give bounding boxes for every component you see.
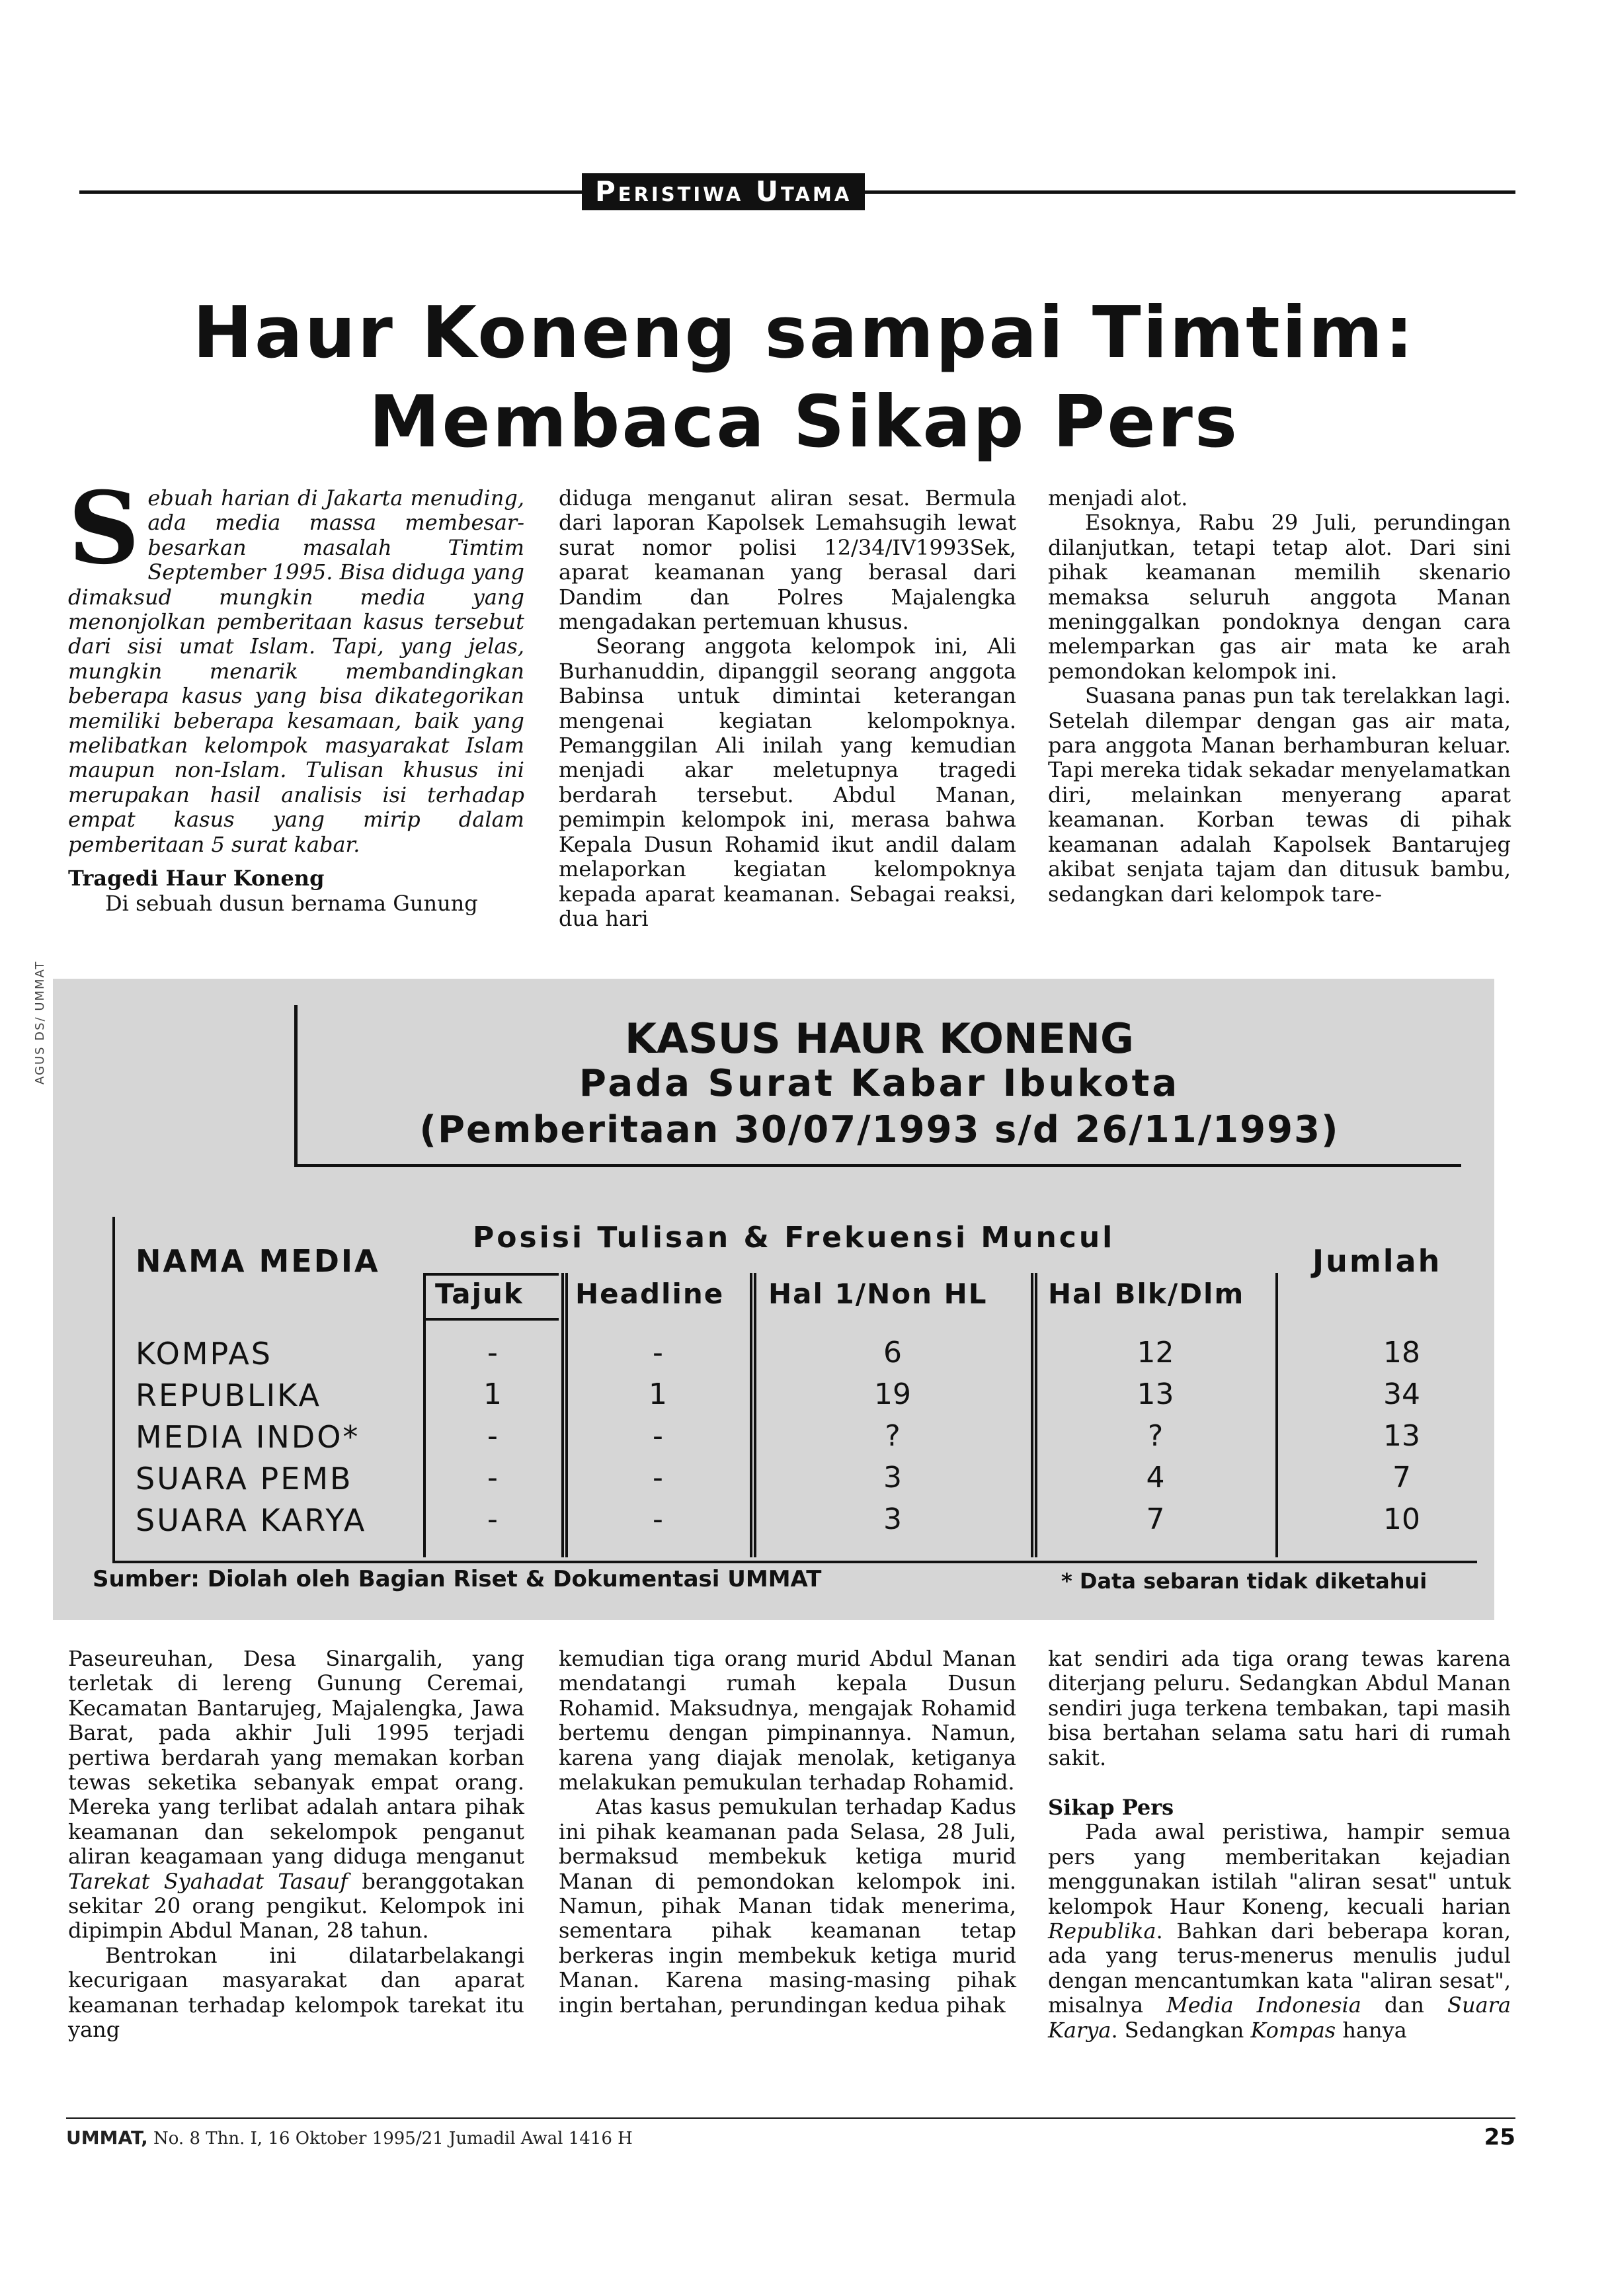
paragraph: Di sebuah dusun bernama Gunung [105,890,478,916]
media-name: MEDIA INDO* [136,1419,360,1455]
paragraph: Esoknya, Rabu 29 Juli, perundingan dilanjutkan, tetapi tetap alot. Dari sini pihak keamanan memilih skenario memaksa seluruh anggota Manan meninggalkan pondoknya dengan cara melemparkan gas air mata ke arah pemondokan kelompok ini. [1048,510,1511,684]
cell-hal1: ? [885,1419,901,1453]
cell-headline: 1 [649,1377,667,1411]
drop-cap: S [68,470,140,587]
cell-halblk: ? [1147,1419,1164,1453]
cell-tajuk: 1 [483,1377,502,1411]
section-label: Peristiwa Utama [582,173,865,210]
cell-jumlah: 34 [1383,1377,1420,1411]
paragraph: Suasana panas pun tak terelakkan lagi. Setelah dilempar dengan gas air mata, para anggota Manan berhamburan keluar. Tapi mereka tidak sekadar menyelamatkan diri, melainkan menyerang aparat keamanan. Korban tewas di pihak keamanan adalah Kapolsek Bantarujeg akibat senjata tajam dan ditusuk bambu, sedangkan dari kelompok tare- [1048,683,1511,907]
subheader-headline: Headline [575,1278,725,1310]
cell-headline: - [653,1419,663,1453]
issue-info: No. 8 Thn. I, 16 Oktober 1995/21 Jumadil Awal 1416 H [153,2129,633,2149]
infographic-subtitle: Pada Surat Kabar Ibukota [579,1062,1180,1105]
paragraph: Bentrokan ini dilatarbelakangi kecurigaan masyarakat dan aparat keamanan terhadap kelompok tarekat itu yang [68,1942,524,2043]
cell-jumlah: 13 [1383,1419,1420,1453]
paragraph: kat sendiri ada tiga orang tewas karena diterjang peluru. Sedangkan Abdul Manan sendiri juga terkena tembakan, tapi masih bisa bertahan selama satu hari di rumah sakit. [1048,1646,1511,1770]
footer-rule [66,2117,1515,2119]
footer-issue [66,2127,633,2149]
intro-paragraph: Sebuah harian di Jakarta menuding, ada media massa membesar-besarkan masalah Timtim September 1995. Bisa diduga yang dimaksud mungkin media yang menonjolkan pemberitaan kasus tersebut dari sisi umat Islam. Tapi, yang jelas, mungkin menarik membandingkan beberapa kasus yang bisa dikategorikan memiliki beberapa kesamaan, baik yang melibatkan kelompok masyarakat Islam maupun non-Islam. Tulisan khusus ini merupakan hasil analisis isi terhadap empat kasus yang mirip dalam pemberitaan 5 surat kabar. [68,470,524,857]
column-1-bottom [68,1647,524,2043]
paragraph: Atas kasus pemukulan terhadap Kadus ini pihak keamanan pada Selasa, 28 Juli, bermaksud membekuk ketiga murid Manan di pemondokan kelompok ini. Namun, pihak Manan tidak menerima, sementara pihak keamanan tetap berkeras ingin membekuk ketiga murid Manan. Karena masing-masing pihak ingin bertahan, perundingan kedua pihak [559,1794,1016,2018]
cell-jumlah: 7 [1392,1461,1411,1495]
header-jumlah: Jumlah [1312,1243,1442,1279]
cell-headline: - [653,1336,663,1370]
photo-credit: AGUS DS/ UMMAT [33,960,47,1085]
media-name: SUARA PEMB [136,1461,353,1496]
header-nama-media: NAMA MEDIA [136,1243,380,1279]
cell-tajuk: - [487,1502,498,1536]
cell-tajuk: - [487,1419,498,1453]
column-1-top [68,470,524,916]
cell-jumlah: 10 [1383,1502,1420,1536]
cell-hal1: 3 [883,1502,902,1536]
cell-halblk: 7 [1146,1502,1165,1536]
subheader-hal1: Hal 1/Non HL [768,1278,988,1310]
cell-jumlah: 18 [1383,1336,1420,1370]
infographic-title-box [294,1005,1461,1167]
cell-headline: - [653,1461,663,1495]
cell-tajuk: - [487,1336,498,1370]
infographic-source: Sumber: Diolah oleh Bagian Riset & Dokumentasi UMMAT [93,1566,822,1592]
cell-hal1: 3 [883,1461,902,1495]
cell-halblk: 4 [1146,1461,1165,1495]
headline-line-2: Membaca Sikap Pers [368,381,1240,464]
cell-halblk: 13 [1137,1377,1174,1411]
magazine-name: UMMAT, [66,2127,148,2149]
paragraph: Paseureuhan, Desa Sinargalih, yang terletak di lereng Gunung Ceremai, Kecamatan Bantarujeg, Majalengka, Jawa Barat, pada akhir Juli 1995 terjadi pertiwa berdarah yang memakan korban tewas seketika sebanyak empat orang. Mereka yang terlibat adalah antara pihak keamanan dan sekelompok penganut aliran keagamaan yang diduga menganut Tarekat Syahadat Tasauf beranggotakan sekitar 20 orang pengikut. Kelompok ini dipimpin Abdul Manan, 28 tahun. [68,1646,525,1944]
subhead-tragedi: Tragedi Haur Koneng [68,866,325,891]
column-3-top [1048,486,1511,907]
cell-tajuk: - [487,1461,498,1495]
infographic-note: * Data sebaran tidak diketahui [1061,1569,1427,1594]
subheader-tajuk: Tajuk [435,1278,524,1310]
media-name: REPUBLIKA [136,1377,322,1413]
page-number: 25 [1484,2124,1515,2151]
paragraph: diduga menganut aliran sesat. Bermula dari laporan Kapolsek Lemahsugih lewat surat nomor polisi 12/34/IV1993Sek, aparat keamanan yang berasal dari Dandim dan Polres Majalengka mengadakan pertemuan khusus. [559,485,1016,635]
subhead-sikap-pers: Sikap Pers [1048,1795,1174,1821]
media-name: SUARA KARYA [136,1502,367,1538]
column-2-top [559,486,1016,931]
paragraph: kemudian tiga orang murid Abdul Manan mendatangi rumah kepala Dusun Rohamid. Maksudnya, mengajak Rohamid bertemu dengan pimpinannya. Namun, karena yang diajak menolak, ketiganya melakukan pemukulan terhadap Rohamid. [559,1646,1016,1795]
paragraph: Seorang anggota kelompok ini, Ali Burhanuddin, dipanggil seorang anggota Babinsa untuk dimintai keterangan mengenai kegiatan kelompoknya. Pemanggilan Ali inilah yang kemudian menjadi akar meletupnya tragedi berdarah tersebut. Abdul Manan, pemimpin kelompok ini, merasa bahwa Kepala Dusun Rohamid ikut andil dalam melaporkan kegiatan kelompoknya kepada aparat keamanan. Sebagai reaksi, dua hari [559,634,1016,931]
cell-headline: - [653,1502,663,1536]
cell-hal1: 6 [883,1336,902,1370]
column-3-bottom [1048,1647,1511,2043]
paragraph: menjadi alot. [1048,485,1188,511]
cell-halblk: 12 [1137,1336,1174,1370]
subheader-halblk: Hal Blk/Dlm [1048,1278,1245,1310]
headline-line-1: Haur Koneng sampai Timtim: [192,292,1416,374]
infographic-title: KASUS HAUR KONENG [625,1014,1134,1063]
cell-hal1: 19 [874,1377,911,1411]
column-2-bottom [559,1647,1016,2018]
paragraph: Pada awal peristiwa, hampir semua pers yang memberitakan kejadian menggunakan istilah "aliran sesat" untuk kelompok Haur Koneng, kecuali harian Republika. Bahkan dari beberapa koran, ada yang terus-menerus menulis judul dengan mencantumkan kata "aliran sesat", misalnya Media Indonesia dan Suara Karya. Sedangkan Kompas hanya [1048,1819,1511,2043]
header-posisi-tulisan: Posisi Tulisan & Frekuensi Muncul [473,1221,1115,1254]
media-name: KOMPAS [136,1336,273,1372]
infographic-period: (Pemberitaan 30/07/1993 s/d 26/11/1993) [419,1108,1340,1151]
